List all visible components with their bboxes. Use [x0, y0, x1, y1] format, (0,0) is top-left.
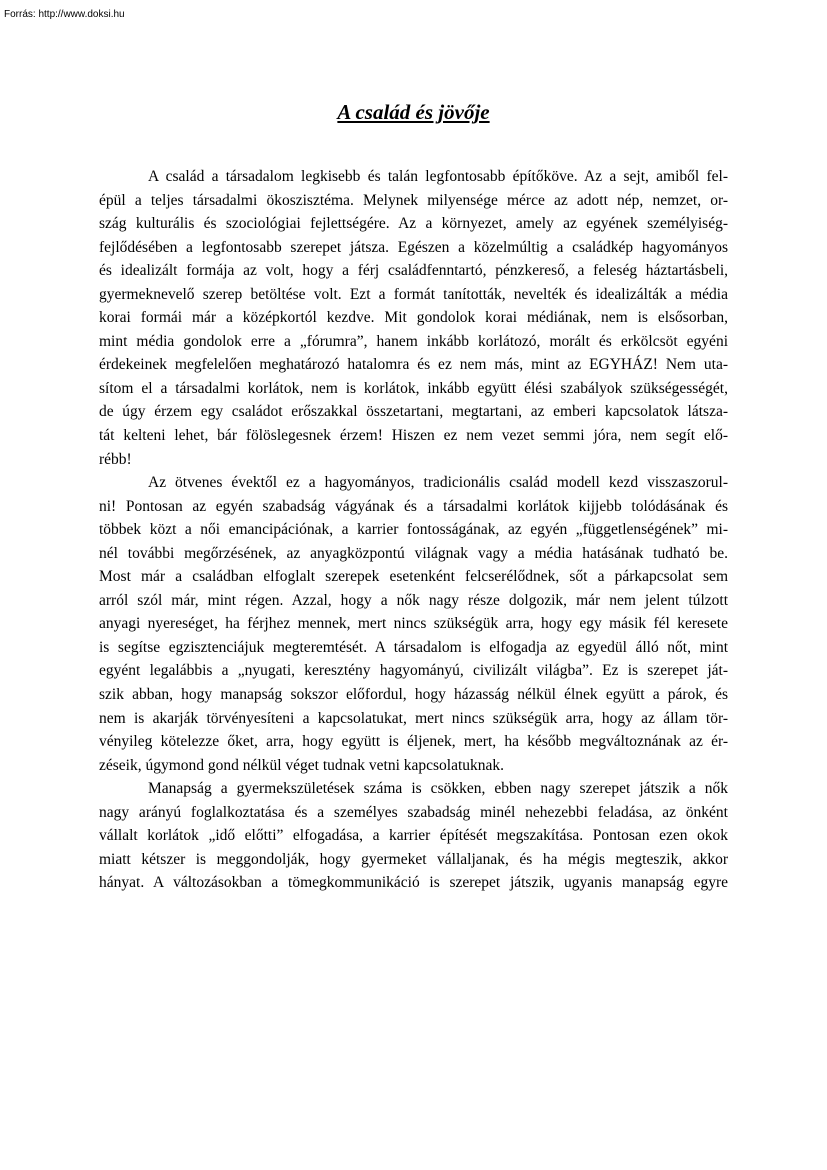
text-line: A család a társadalom legkisebb és talán legfontosabb építőköve. Az a sejt, amiből fel-	[148, 168, 728, 185]
text-line: miatt kétszer is meggondolják, hogy gyermeket vállaljanak, és ha mégis megteszik, akkor	[99, 850, 728, 868]
text-line: Most már a családban elfoglalt szerepek esetenként felcserélődnek, sőt a párkapcsolat sem	[99, 568, 728, 586]
text-line: nél további megőrzésének, az anyagközpontú világnak vagy a média hatásának tudható be.	[99, 544, 728, 562]
text-line: épül a teljes társadalmi ökoszisztéma. Melynek milyensége mérce az adott nép, nemzet, or-	[99, 191, 728, 209]
text-line: többek közt a női emancipációnak, a karrier fontosságának, az egyén „függetlenségének” mi-	[99, 521, 728, 539]
text-line: fejlődésében a legfontosabb szerepet játsza. Egészen a közelmúltig a családkép hagyományos	[99, 238, 728, 256]
paragraph	[99, 471, 728, 777]
text-line: egyént legalábbis a „nyugati, keresztény hagyományú, civilizált világba”. Ez is szerepet ját-	[99, 662, 728, 680]
text-line: mint média gondolok erre a „fórumra”, hanem inkább korlátozó, morált és erkölcsöt egyéni	[99, 332, 728, 350]
text-line: Az ötvenes évektől ez a hagyományos, tradicionális család modell kezd visszaszorul-	[148, 474, 728, 492]
paragraph	[99, 777, 728, 895]
text-line: vényileg kötelezze őket, arra, hogy együtt is éljenek, mert, ha később megváltoznának az ér-	[99, 733, 728, 751]
document-title: A család és jövője	[337, 100, 490, 124]
text-line: korai formái már a középkortól kezdve. Mit gondolok korai médiának, nem is elsősorban,	[99, 309, 728, 327]
source-label: Forrás: http://www.doksi.hu	[4, 9, 125, 20]
text-line: érdekeinek megfelelően meghatározó hatalomra és ez nem más, mint az EGYHÁZ! Nem uta-	[99, 356, 728, 374]
text-line: zéseik, úgymond gond nélkül véget tudnak vetni kapcsolatuknak.	[99, 756, 505, 774]
text-line: sítom el a társadalmi korlátok, nem is korlátok, inkább együtt élési szabályok szükségességét,	[99, 379, 728, 397]
text-line: vállalt korlátok „idő előtti” elfogadása, a karrier építését megszakítása. Pontosan ezen okok	[99, 827, 728, 845]
text-line: anyagi nyereséget, ha férjhez mennek, mert nincs szükségük arra, hogy egy másik fél keresete	[99, 615, 728, 633]
paragraph	[99, 165, 728, 471]
text-line: hányat. A változásokban a tömegkommunikáció is szerepet játszik, ugyanis manapság egyre	[99, 874, 728, 892]
text-line: szik abban, hogy manapság sokszor előfordul, hogy házasság nélkül élnek együtt a párok, és	[99, 686, 728, 704]
text-line: de úgy érzem egy családot erőszakkal összetartani, megtartani, az emberi kapcsolatok látsza-	[99, 403, 728, 421]
text-line: szág kulturális és szociológiai fejlettségére. Az a környezet, amely az egyének személyiség-	[99, 215, 728, 233]
text-line: nem is akarják törvényesíteni a kapcsolatukat, mert nincs szükségük arra, hogy az állam tör-	[99, 709, 728, 727]
document-body	[99, 165, 728, 895]
text-line: Manapság a gyermekszületések száma is csökken, ebben nagy szerepet játszik a nők	[148, 780, 728, 798]
text-line: és idealizált formája az volt, hogy a férj családfenntartó, pénzkereső, a feleség háztartásbeli,	[99, 262, 728, 280]
text-line: gyermeknevelő szerep betöltése volt. Ezt a formát tanították, nevelték és idealizálták a média	[99, 285, 728, 303]
text-line: is segítse egzisztenciájuk megteremtését. A társadalom is elfogadja az egyedül álló nőt, mint	[99, 638, 728, 656]
text-line: arról szól már, mint régen. Azzal, hogy a nők nagy része dolgozik, már nem jelent túlzott	[99, 591, 728, 609]
text-line: rébb!	[99, 450, 132, 468]
text-line: ni! Pontosan az egyén szabadság vágyának és a társadalmi korlátok kijjebb tolódásának és	[99, 497, 728, 515]
text-line: tát kelteni lehet, bár fölöslegesnek érzem! Hiszen ez nem vezet semmi jóra, nem segít elő-	[99, 427, 728, 445]
text-line: nagy arányú foglalkoztatása és a személyes szabadság minél nehezebbi feladása, az önként	[99, 803, 728, 821]
